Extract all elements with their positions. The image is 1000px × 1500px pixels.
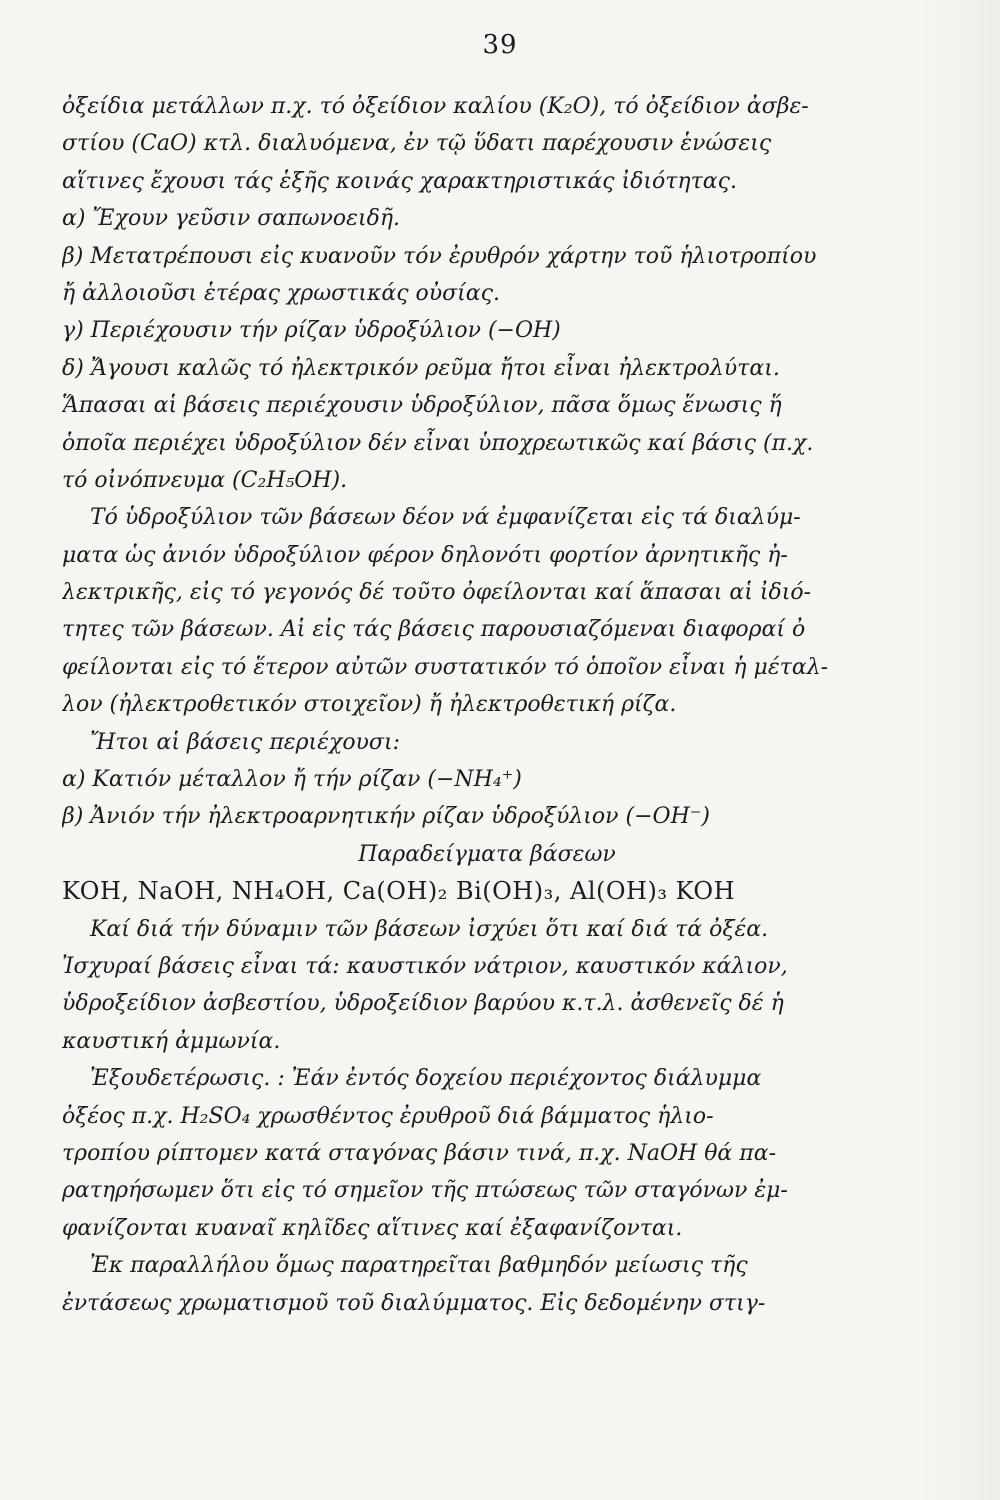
text-line: ἐντάσεως χρωματισμοῦ τοῦ διαλύμματος. Εἰς δεδομένην στιγ- — [62, 1290, 766, 1316]
text-line: λον (ἠλεκτροθετικόν στοιχεῖον) ἤ ἠλεκτροθετική ρίζα. — [62, 692, 677, 718]
text-line: ὁποῖα περιέχει ὑδροξύλιον δέν εἶναι ὑποχρεωτικῶς καί βάσις (π.χ. — [62, 430, 814, 456]
text-line: λεκτρικῆς, εἰς τό γεγονός δέ τοῦτο ὀφείλονται καί ἅπασαι αἱ ἰδιό- — [62, 580, 812, 606]
paragraph-start: Καί διά τήν δύναμιν τῶν βάσεων ἰσχύει ὅτι καί διά τά ὀξέα. — [90, 916, 769, 942]
text-line: ὀξείδια μετάλλων π.χ. τό ὀξείδιον καλίου (K₂O), τό ὀξείδιον ἀσβε- — [62, 94, 809, 119]
text-line: φανίζονται κυαναῖ κηλῖδες αἵτινες καί ἐξαφανίζονται. — [62, 1215, 683, 1241]
text-line: ἤ ἀλλοιοῦσι ἑτέρας χρωστικάς οὐσίας. — [62, 280, 500, 306]
list-item-a: α) Κατιόν μέταλλον ἤ τήν ρίζαν (−NH₄⁺) — [62, 767, 522, 793]
list-item-b: β) Ἀνιόν τήν ἠλεκτροαρνητικήν ρίζαν ὑδροξύλιον (−OH⁻) — [62, 804, 710, 830]
text-line: τό οἰνόπνευμα (C₂H₅OH). — [62, 467, 348, 493]
list-item-a: α) Ἔχουν γεῦσιν σαπωνοειδῆ. — [62, 206, 401, 232]
text-line: στίου (CaO) κτλ. διαλυόμενα, ἐν τῷ ὕδατι παρέχουσιν ἑνώσεις — [62, 131, 772, 157]
paragraph-start: Ἐκ παραλλήλου ὅμως παρατηρεῖται βαθμηδόν μείωσις τῆς — [90, 1253, 748, 1279]
list-item-d: δ) Ἄγουσι καλῶς τό ἠλεκτρικόν ρεῦμα ἤτοι εἶναι ἠλεκτρολύται. — [62, 355, 780, 381]
text-line: καυστική ἀμμωνία. — [62, 1028, 281, 1054]
paragraph-start: Τό ὑδροξύλιον τῶν βάσεων δέον νά ἐμφανίζεται εἰς τά διαλύμ- — [90, 505, 801, 531]
list-item-b: β) Μετατρέπουσι εἰς κυανοῦν τόν ἐρυθρόν χάρτην τοῦ ἡλιοτροπίου — [62, 243, 817, 269]
text-line: τητες τῶν βάσεων. Αἱ εἰς τάς βάσεις παρουσιαζόμεναι διαφοραί ὀ — [62, 617, 806, 643]
handwritten-text-block — [62, 88, 912, 1322]
text-line: ὑδροξείδιον ἀσβεστίου, ὑδροξείδιον βαρύου κ.τ.λ. ἀσθενεῖς δέ ἡ — [62, 991, 784, 1017]
text-line: Ἅπασαι αἱ βάσεις περιέχουσιν ὑδροξύλιον, πᾶσα ὅμως ἕνωσις ἥ — [62, 393, 782, 419]
text-line: τροπίου ρίπτομεν κατά σταγόνας βάσιν τινά, π.χ. NaOH θά πα- — [62, 1140, 777, 1166]
text-line: αἵτινες ἔχουσι τάς ἑξῆς κοινάς χαρακτηριστικάς ἰδιότητας. — [62, 168, 737, 194]
text-line: ρατηρήσωμεν ὅτι εἰς τό σημεῖον τῆς πτώσεως τῶν σταγόνων ἐμ- — [62, 1178, 788, 1204]
formula-line: KOH, NaOH, NH₄OH, Ca(OH)₂ Bi(OH)₃, Al(OH)₃ KOH — [62, 877, 735, 906]
facing-page-bleed — [920, 0, 1000, 1500]
text-line: ματα ὡς ἀνιόν ὑδροξύλιον φέρον δηλονότι φορτίον ἀρνητικῆς ἠ- — [62, 542, 788, 568]
text-line: ὀξέος π.χ. H₂SO₄ χρωσθέντος ἐρυθροῦ διά βάμματος ἡλιο- — [62, 1103, 714, 1129]
page-number: 39 — [482, 30, 518, 60]
section-heading: Παραδείγματα βάσεων — [358, 841, 616, 867]
paragraph-start: Ἤτοι αἱ βάσεις περιέχουσι: — [90, 729, 400, 755]
text-line: φείλονται εἰς τό ἕτερον αὐτῶν συστατικόν τό ὁποῖον εἶναι ἡ μέταλ- — [62, 654, 829, 680]
list-item-c: γ) Περιέχουσιν τήν ρίζαν ὑδροξύλιον (−OH) — [62, 318, 561, 344]
text-line: Ἰσχυραί βάσεις εἶναι τά: καυστικόν νάτριον, καυστικόν κάλιον, — [62, 953, 788, 979]
neutralization-paragraph: Ἐξουδετέρωσις. : Ἐάν ἐντός δοχείου περιέχοντος διάλυμμα — [90, 1066, 762, 1092]
